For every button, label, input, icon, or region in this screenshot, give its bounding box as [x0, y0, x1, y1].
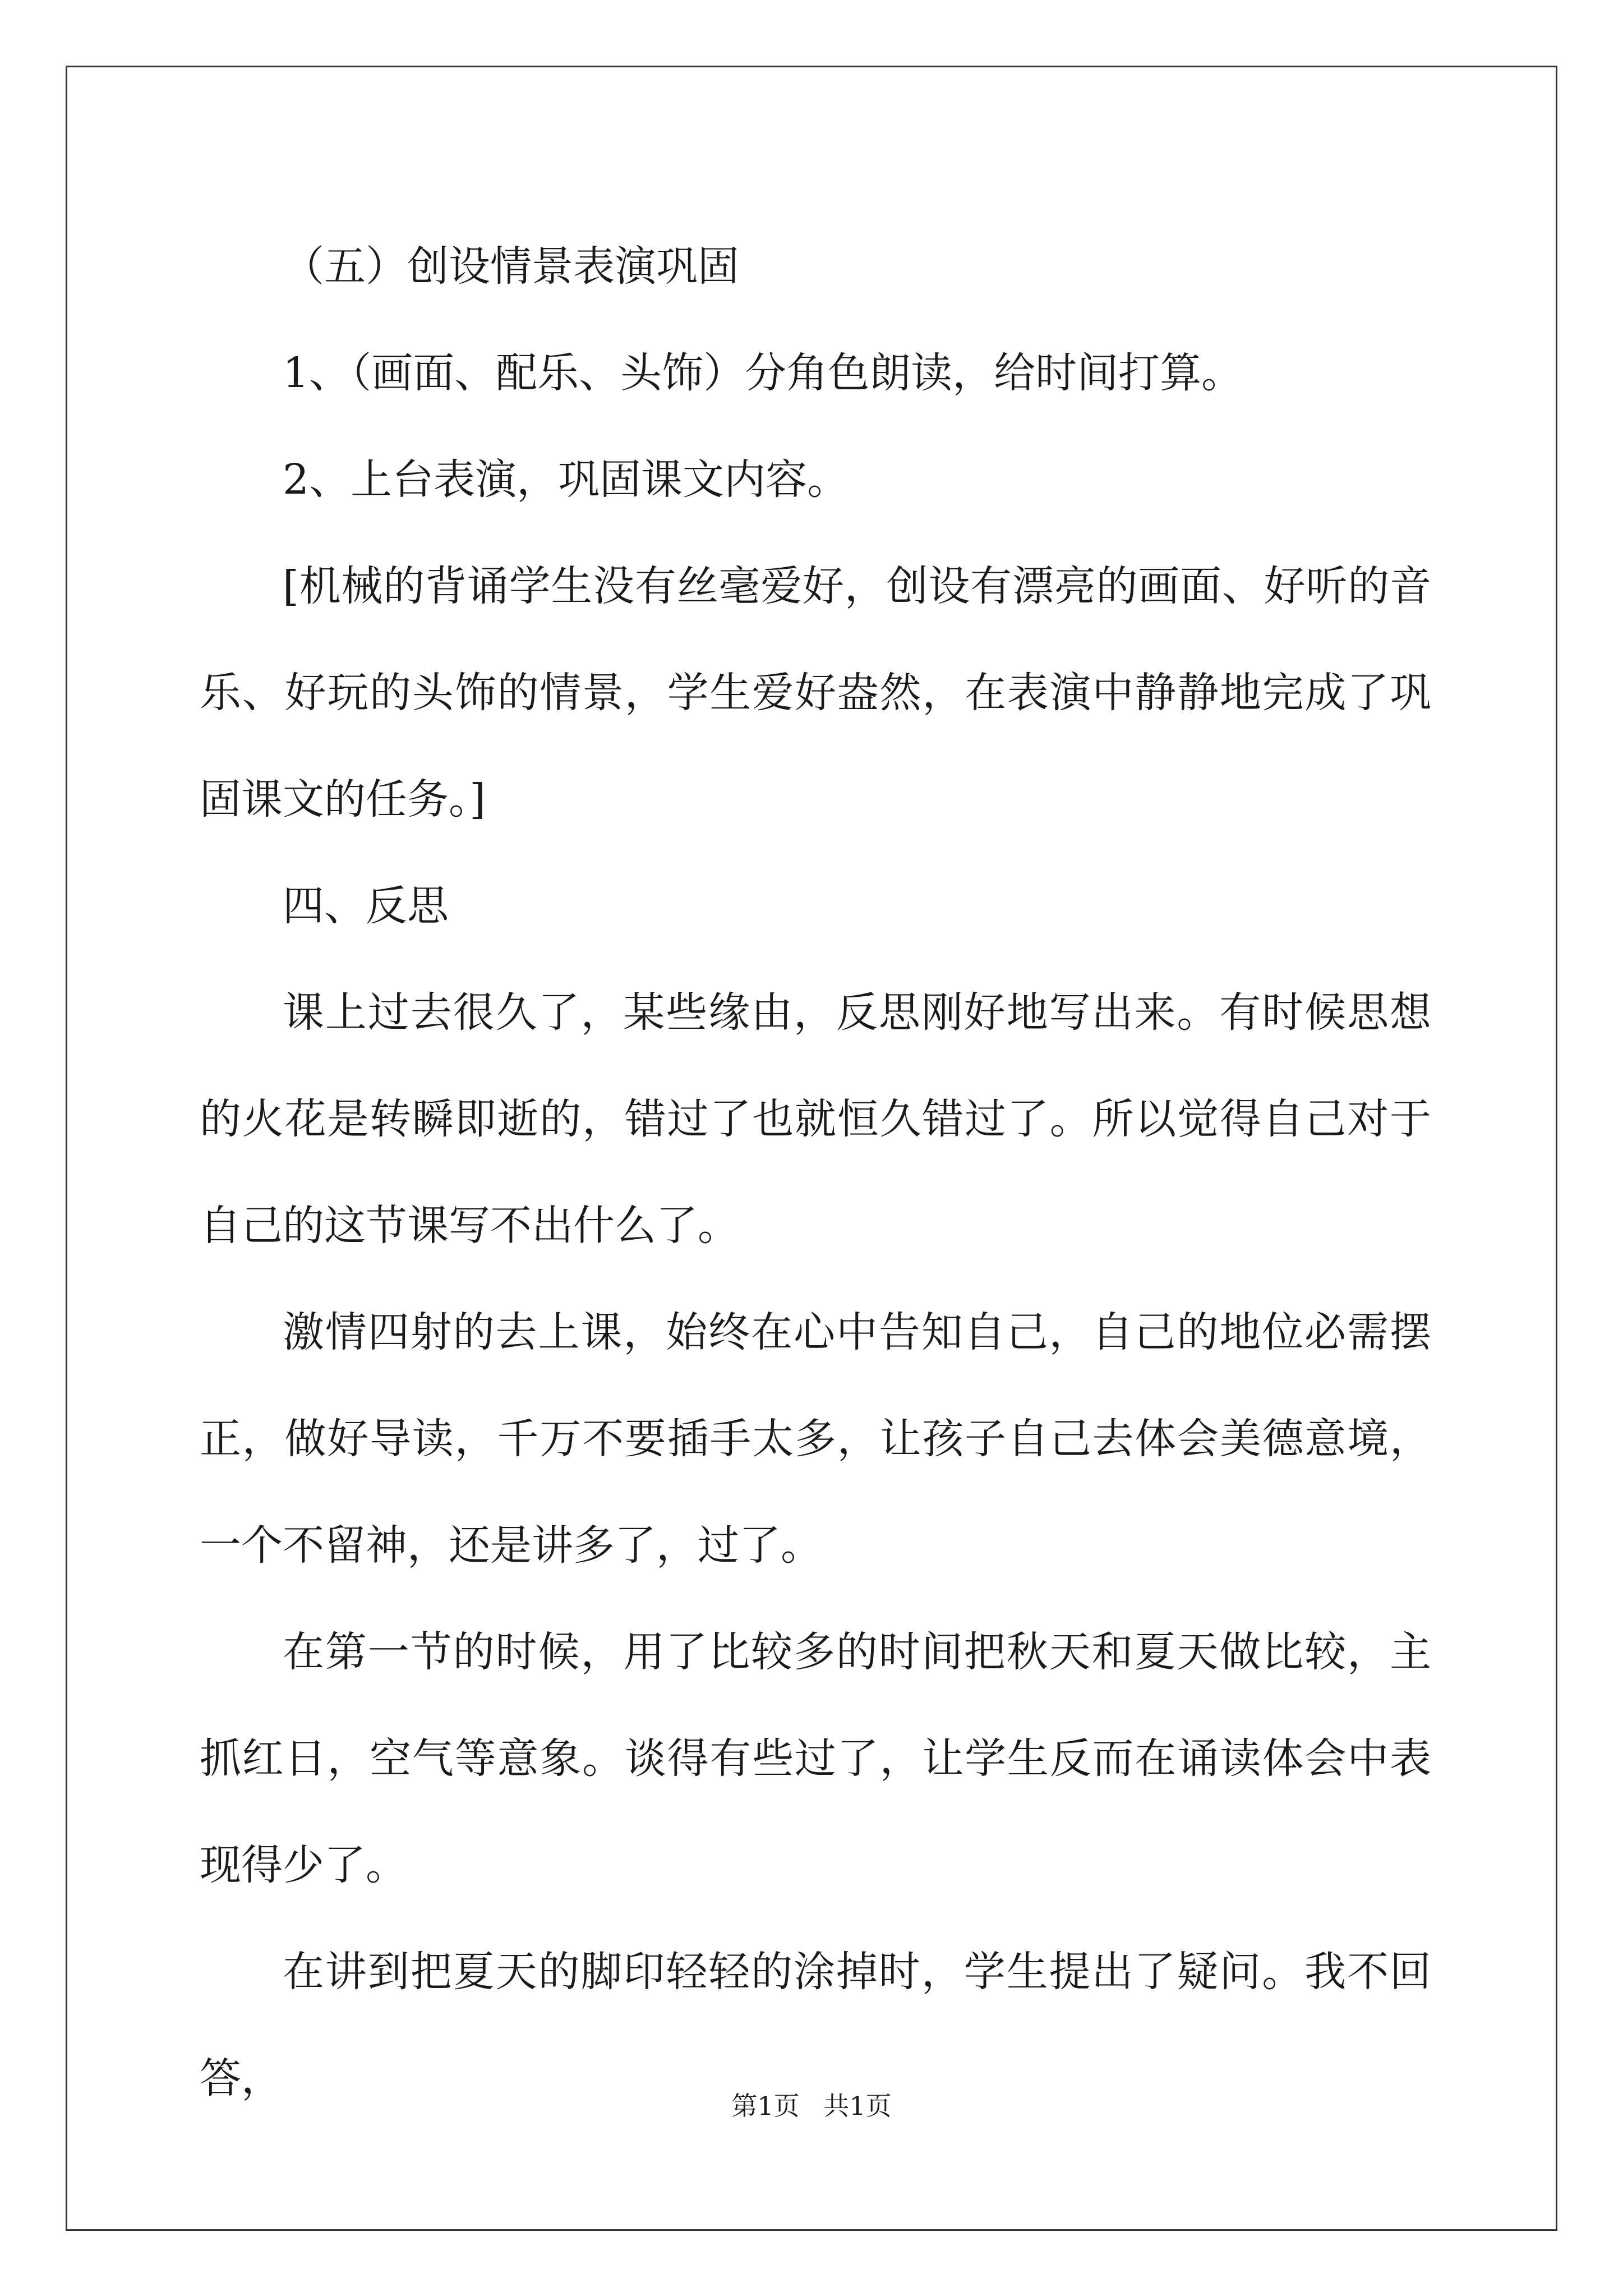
page-number: 第1页: [731, 2091, 800, 2121]
paragraph: 2、上台表演，巩固课文内容。: [283, 455, 849, 504]
document-body: [200, 213, 1431, 2132]
paragraph: [机械的背诵学生没有丝毫爱好，创设有漂亮的画面、好听的音乐、好玩的头饰的情景，学生爱好盎然，在表演中静静地完成了巩固课文的任务。]: [200, 562, 1431, 823]
paragraph: （五）创设情景表演巩固: [283, 242, 739, 291]
paragraph: 课上过去很久了，某些缘由，反思刚好地写出来。有时候思想的火花是转瞬即逝的，错过了也就恒久错过了。所以觉得自己对于自己的这节课写不出什么了。: [200, 988, 1431, 1250]
paragraph: 1、（画面、配乐、头饰）分角色朗读，给时间打算。: [283, 349, 1243, 397]
paragraph: 在讲到把夏天的脚印轻轻的涂掉时，学生提出了疑问。我不回答，: [200, 1948, 1431, 2102]
paragraph: 四、反思: [283, 882, 449, 930]
paragraph: 激情四射的去上课，始终在心中告知自己，自己的地位必需摆正，做好导读，千万不要插手太多，让孩子自己去体会美德意境，一个不留神，还是讲多了，过了。: [200, 1308, 1431, 1570]
page-total: 共1页: [823, 2091, 892, 2121]
paragraph: 在第一节的时候，用了比较多的时间把秋天和夏天做比较，主抓红日，空气等意象。谈得有些过了，让学生反而在诵读体会中表现得少了。: [200, 1628, 1431, 1889]
page-footer: [0, 2086, 1623, 2123]
